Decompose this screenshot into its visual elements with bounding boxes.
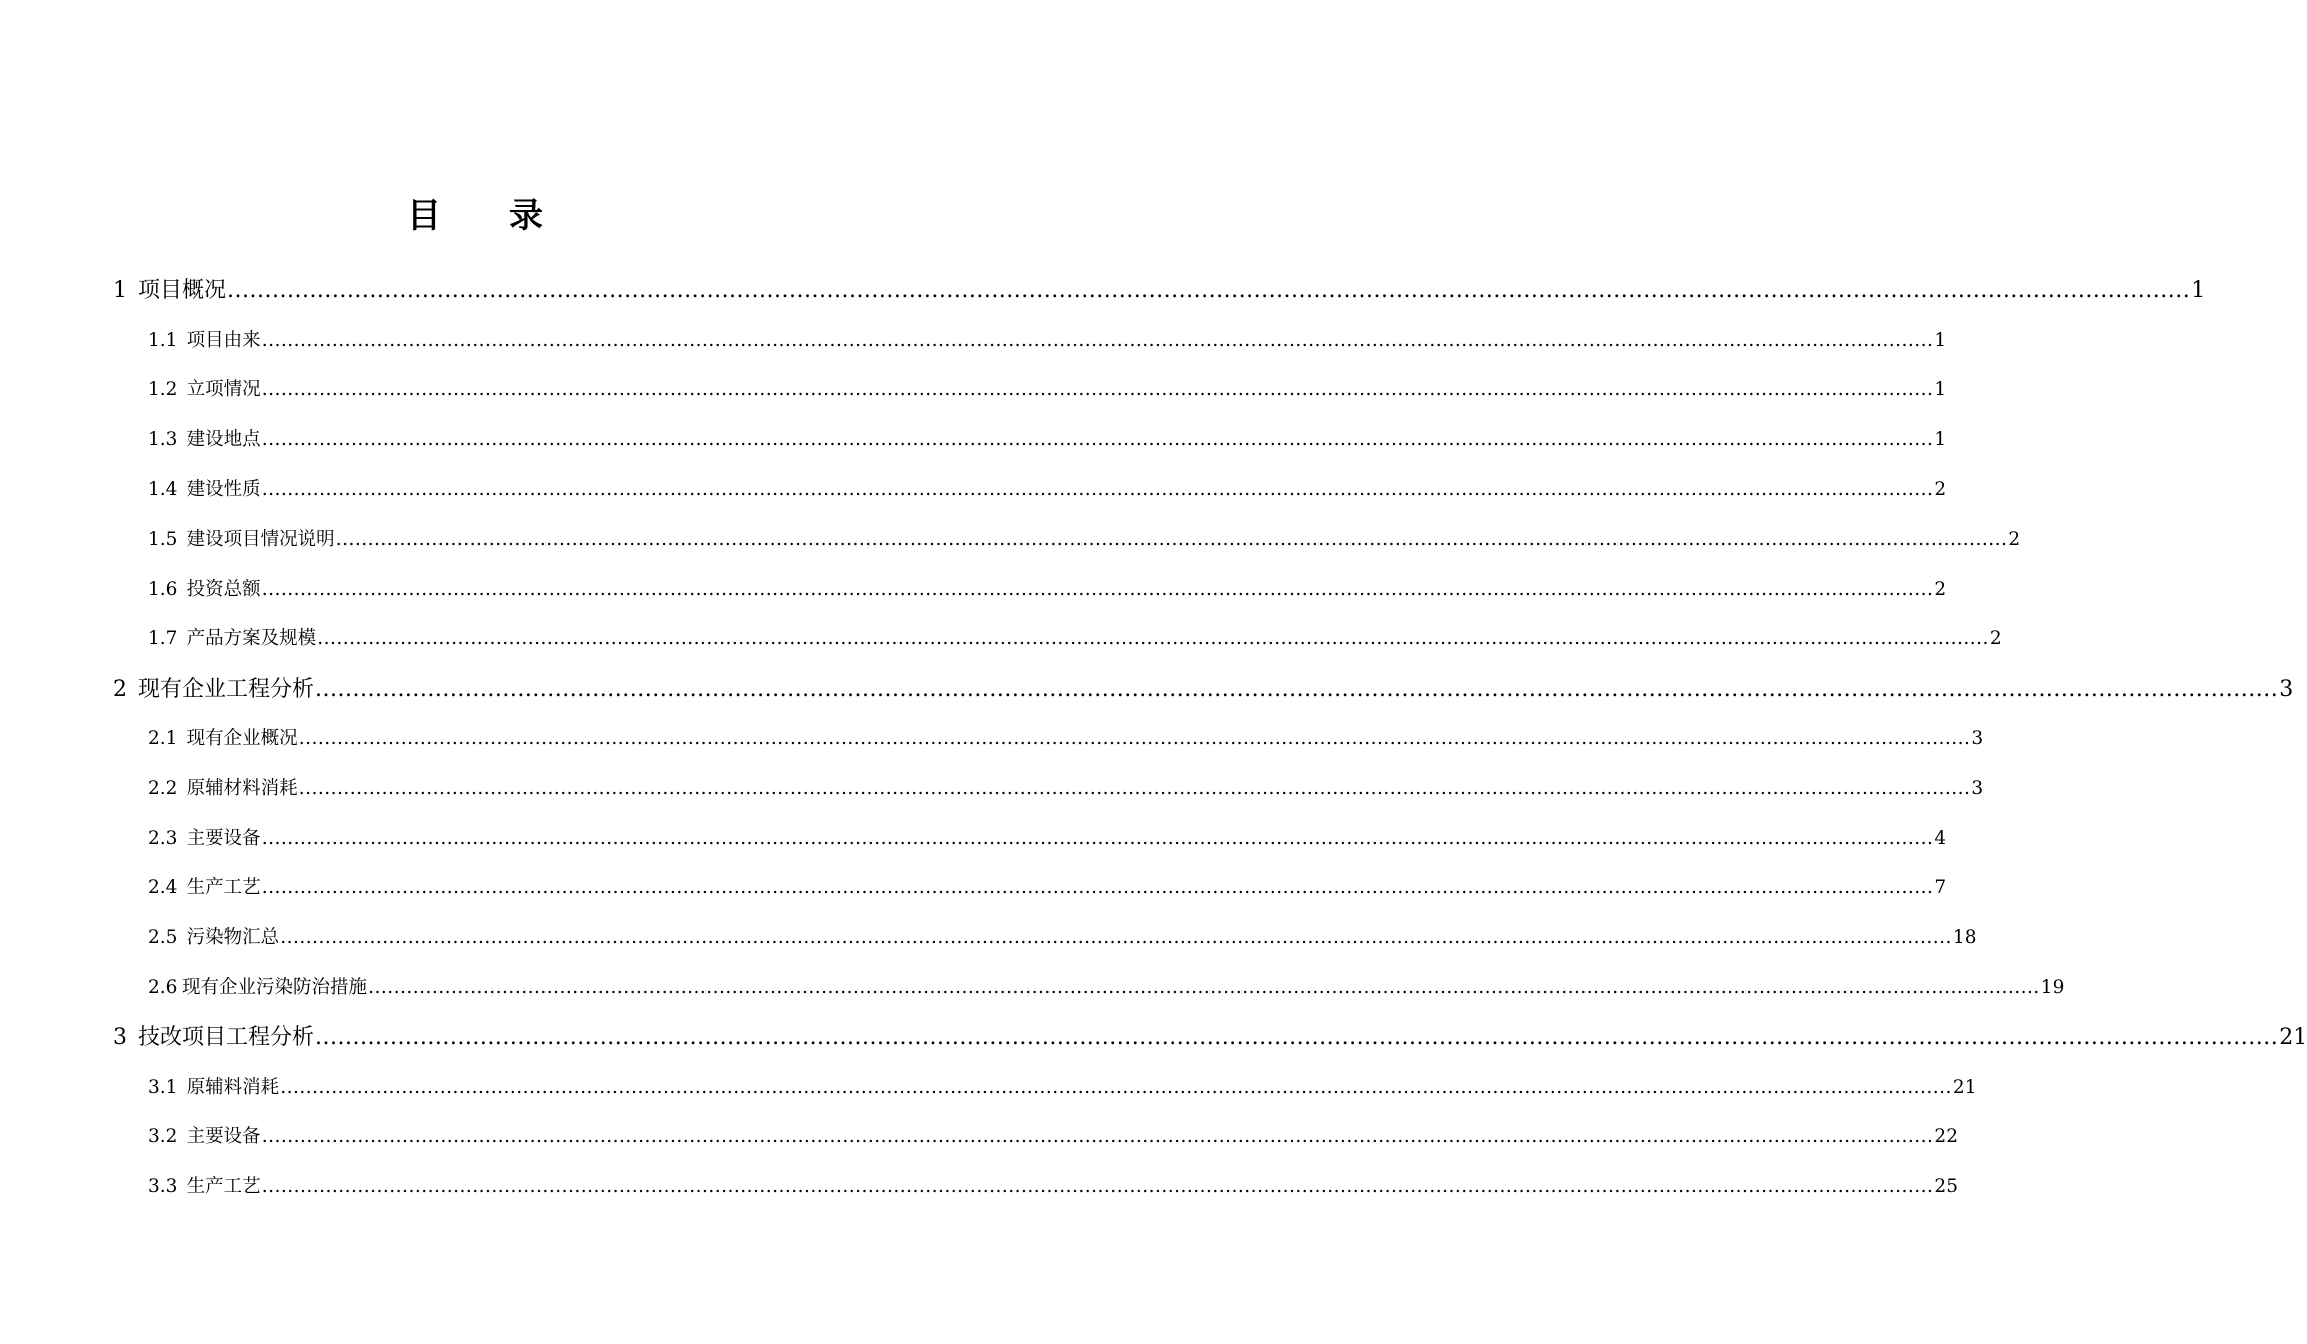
toc-dot-leader <box>262 479 1934 500</box>
toc-entry-2-2[interactable] <box>0 762 1984 812</box>
toc-dot-leader <box>299 778 1971 799</box>
toc-entry-text: 产品方案及规模 <box>186 628 317 650</box>
toc-dot-leader <box>315 677 2278 702</box>
toc-entry-1-2[interactable] <box>0 364 1947 414</box>
toc-list <box>0 264 2307 1210</box>
toc-entry-2[interactable] <box>0 662 2294 712</box>
toc-entry-number: 3.1 <box>148 1076 178 1098</box>
toc-entry-page: 25 <box>1934 1176 1958 1198</box>
toc-entry-number: 1.4 <box>148 479 178 501</box>
toc-entry-1-6[interactable] <box>0 563 1947 613</box>
toc-dot-leader <box>227 278 2190 303</box>
toc-entry-page: 1 <box>2191 278 2206 304</box>
toc-entry-number: 2.5 <box>148 927 178 949</box>
toc-entry-2-1[interactable] <box>0 712 1984 762</box>
toc-entry-page: 19 <box>2040 977 2065 999</box>
toc-entry-number: 1.1 <box>148 329 178 351</box>
toc-entry-2-5[interactable] <box>0 911 1977 961</box>
toc-dot-leader <box>262 877 1934 898</box>
toc-entry-page: 2 <box>1934 578 1947 600</box>
toc-entry-text: 建设项目情况说明 <box>186 528 335 550</box>
toc-entry-text: 现有企业工程分析 <box>138 676 315 702</box>
toc-entry-number: 1 <box>113 278 127 304</box>
toc-entry-3-1[interactable] <box>0 1061 1977 1111</box>
toc-dot-leader <box>262 379 1934 400</box>
toc-entry-page: 4 <box>1934 827 1947 849</box>
toc-entry-page: 3 <box>2279 676 2294 702</box>
toc-entry-text: 建设性质 <box>186 479 261 501</box>
toc-dot-leader <box>299 728 1971 749</box>
toc-entry-3-3[interactable] <box>0 1160 1958 1210</box>
toc-entry-page: 2 <box>2008 528 2021 550</box>
toc-entry-1[interactable] <box>0 264 2206 314</box>
toc-entry-text: 建设地点 <box>186 429 261 451</box>
toc-entry-number: 1.7 <box>148 628 178 650</box>
toc-entry-number: 1.5 <box>148 528 178 550</box>
toc-entry-3-2[interactable] <box>0 1111 1958 1161</box>
toc-dot-leader <box>315 1025 2278 1050</box>
toc-entry-number: 3 <box>113 1025 127 1051</box>
toc-entry-number: 1.2 <box>148 379 178 401</box>
toc-title: 目录 <box>407 196 611 236</box>
toc-entry-page: 3 <box>1971 728 1984 750</box>
toc-entry-2-3[interactable] <box>0 812 1947 862</box>
toc-entry-number: 2.6 <box>148 977 178 999</box>
toc-entry-2-4[interactable] <box>0 862 1947 912</box>
toc-entry-text: 立项情况 <box>186 379 261 401</box>
toc-dot-leader <box>368 977 2040 998</box>
toc-entry-number: 2.4 <box>148 877 178 899</box>
toc-entry-number: 2.3 <box>148 827 178 849</box>
toc-entry-page: 2 <box>1934 479 1947 501</box>
toc-entry-text: 投资总额 <box>186 578 261 600</box>
toc-entry-text: 原辅料消耗 <box>186 1076 280 1098</box>
toc-entry-page: 21 <box>2279 1025 2307 1051</box>
toc-entry-text: 污染物汇总 <box>186 927 280 949</box>
toc-entry-page: 18 <box>1952 927 1977 949</box>
toc-entry-text: 现有企业概况 <box>186 728 298 750</box>
toc-entry-number: 3.3 <box>148 1176 178 1198</box>
toc-entry-1-7[interactable] <box>0 613 2002 663</box>
toc-entry-page: 21 <box>1952 1076 1977 1098</box>
toc-entry-1-4[interactable] <box>0 463 1947 513</box>
toc-entry-text: 技改项目工程分析 <box>138 1025 315 1051</box>
toc-entry-text: 生产工艺 <box>186 1176 261 1198</box>
toc-entry-text: 项目由来 <box>186 329 261 351</box>
toc-entry-number: 2 <box>113 676 127 702</box>
toc-entry-text: 现有企业污染防治措施 <box>182 977 368 999</box>
toc-entry-1-5[interactable] <box>0 513 2021 563</box>
toc-entry-number: 2.2 <box>148 777 178 799</box>
toc-entry-number: 3.2 <box>148 1126 178 1148</box>
toc-dot-leader <box>280 927 1952 948</box>
toc-entry-page: 1 <box>1934 329 1947 351</box>
toc-dot-leader <box>262 828 1934 849</box>
toc-entry-page: 3 <box>1971 777 1984 799</box>
toc-entry-page: 7 <box>1934 877 1947 899</box>
toc-entry-number: 1.3 <box>148 429 178 451</box>
toc-entry-text: 主要设备 <box>186 827 261 849</box>
toc-dot-leader <box>262 1126 1934 1147</box>
toc-entry-page: 22 <box>1934 1126 1958 1148</box>
toc-entry-number: 1.6 <box>148 578 178 600</box>
toc-entry-page: 2 <box>1989 628 2002 650</box>
toc-entry-page: 1 <box>1934 379 1947 401</box>
toc-entry-1-1[interactable] <box>0 314 1947 364</box>
toc-dot-leader <box>262 330 1934 351</box>
toc-dot-leader <box>280 1077 1952 1098</box>
toc-entry-2-6[interactable] <box>0 961 2065 1011</box>
toc-dot-leader <box>262 579 1934 600</box>
toc-entry-text: 项目概况 <box>138 278 227 304</box>
toc-dot-leader <box>262 1176 1934 1197</box>
toc-dot-leader <box>262 429 1934 450</box>
toc-dot-leader <box>336 529 2008 550</box>
toc-entry-number: 2.1 <box>148 728 178 750</box>
toc-entry-text: 生产工艺 <box>186 877 261 899</box>
toc-entry-3[interactable] <box>0 1011 2307 1061</box>
toc-entry-1-3[interactable] <box>0 413 1947 463</box>
toc-entry-text: 原辅材料消耗 <box>186 777 298 799</box>
toc-dot-leader <box>317 628 1989 649</box>
toc-entry-page: 1 <box>1934 429 1947 451</box>
toc-entry-text: 主要设备 <box>186 1126 261 1148</box>
